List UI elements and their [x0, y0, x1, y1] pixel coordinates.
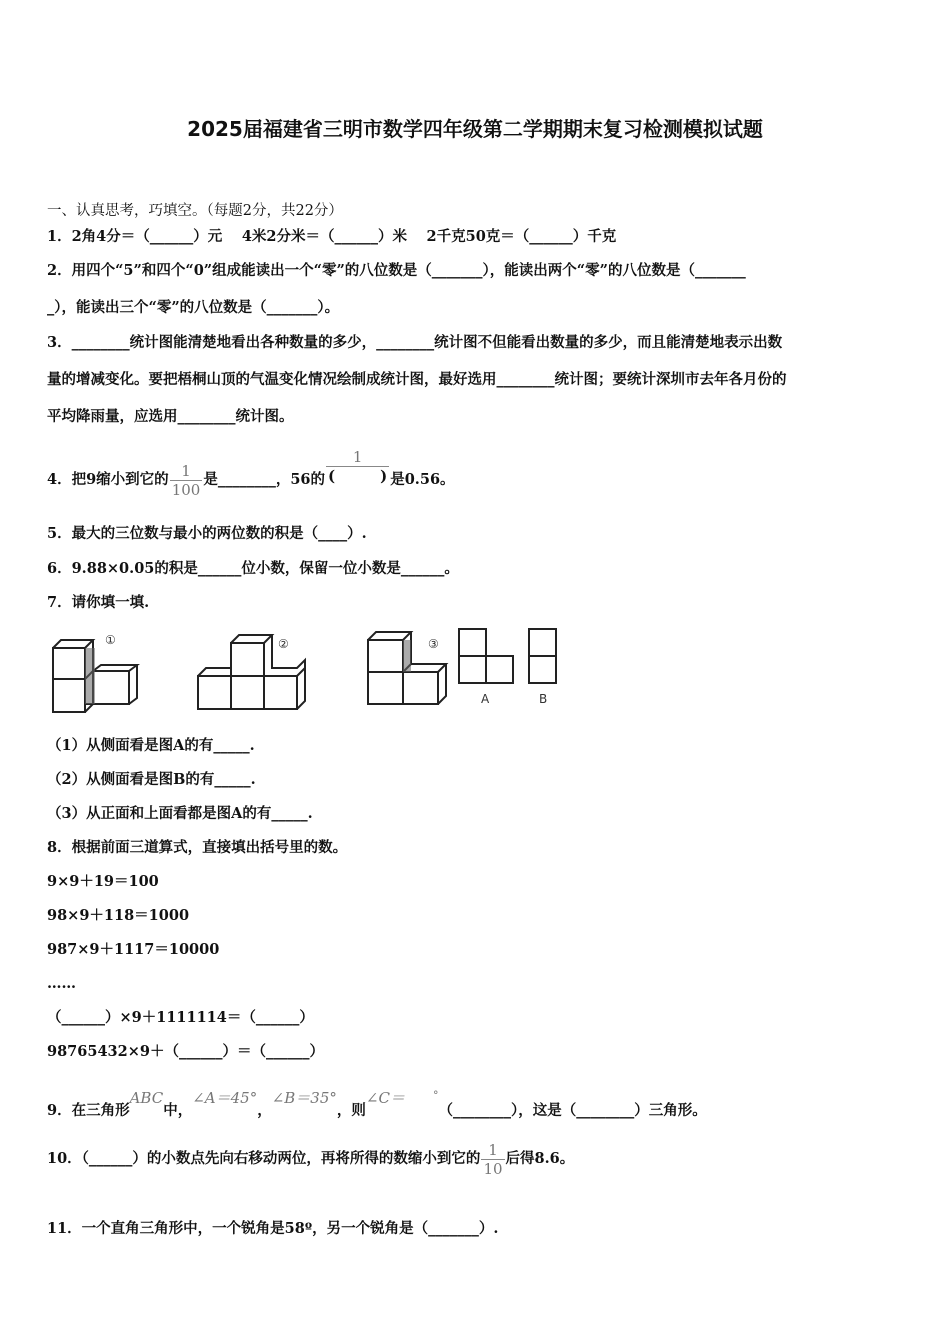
q10-text-1: 10．（______）的小数点先向右移动两位，再将所得的数缩小到它的: [47, 1150, 481, 1167]
figure-label-3: ③: [428, 637, 439, 651]
cube-figure-1: [53, 640, 137, 712]
question-3-line-1: 3．________统计图能清楚地看出各种数量的多少，________统计图不但能看出数量的多少，而且能清楚地表示出数: [47, 334, 783, 351]
q10-text-2: 后得8.6。: [505, 1150, 575, 1167]
frac-num: 1: [181, 461, 191, 480]
frac-den: 10: [483, 1159, 503, 1178]
frac-den: ( ): [328, 467, 388, 485]
question-8-eq-2: 98×9＋118＝1000: [47, 907, 190, 924]
fraction-1-blank: [326, 448, 389, 485]
question-10: [47, 1139, 574, 1179]
question-7-sub-2: （2）从侧面看是图B的有_____.: [47, 771, 256, 788]
q9-text-3: ，则: [336, 1102, 366, 1119]
question-8-eq-1: 9×9＋19＝100: [47, 873, 159, 890]
page-title: 2025届福建省三明市数学四年级第二学期期末复习检测模拟试题: [187, 117, 763, 141]
question-3-line-2: 量的增减变化。要把梧桐山顶的气温变化情况绘制成统计图，最好选用________统计图；要统计深圳市去年各月份的: [47, 371, 787, 388]
question-7-sub-1: （1）从侧面看是图A的有_____.: [47, 737, 255, 754]
figure-label-2: ②: [278, 637, 289, 651]
frac-num: 1: [488, 1140, 498, 1159]
question-8-dots: ……: [47, 975, 76, 992]
q9-text-2: 中，: [163, 1102, 193, 1119]
q9-comma: ，: [257, 1102, 272, 1119]
question-9: [47, 1076, 707, 1131]
figure-label-1: ①: [105, 633, 116, 647]
question-4: [47, 448, 455, 499]
question-8-stem: 8．根据前面三道算式，直接填出括号里的数。: [47, 839, 348, 856]
q9-text-4: （________），这是（________）三角形。: [438, 1102, 707, 1119]
question-6: 6．9.88×0.05的积是______位小数，保留一位小数是______。: [47, 560, 459, 577]
q9-degree: °: [432, 1089, 439, 1102]
cube-views-figure: [45, 624, 565, 719]
q9-angle-b: ∠B＝35°: [271, 1089, 337, 1107]
view-label-a: A: [481, 692, 490, 706]
question-7-stem: 7．请你填一填.: [47, 594, 150, 611]
question-1: 1．2角4分＝（______）元 4米2分米＝（______）米 2千克50克＝（______）千克: [47, 228, 617, 245]
q4-text-1: 4．把9缩小到它的: [47, 471, 169, 488]
question-2-line-2: _），能读出三个“零”的八位数是（_______）。: [47, 299, 340, 316]
fraction-1-10: [481, 1141, 504, 1178]
q4-text-2: 是________，56的: [203, 471, 326, 488]
question-8-eq-4: （______）×9＋1111114＝（______）: [47, 1009, 314, 1026]
question-8-eq-5: 98765432×9＋（______）＝（______）: [47, 1043, 324, 1060]
question-3-line-3: 平均降雨量，应选用________统计图。: [47, 408, 294, 425]
question-11: 11．一个直角三角形中，一个锐角是58º，另一个锐角是（_______）.: [47, 1220, 499, 1237]
fraction-1-100: [170, 462, 203, 499]
frac-num: 1: [352, 448, 363, 466]
q9-angle-a: ∠A＝45°: [192, 1089, 258, 1107]
view-label-b: B: [539, 692, 548, 706]
view-a: [459, 629, 513, 683]
q4-text-3: 是0.56。: [390, 471, 455, 488]
section-heading: 一、认真思考，巧填空。（每题2分，共22分）: [47, 203, 343, 219]
question-2-line-1: 2．用四个“5”和四个“0”组成能读出一个“零”的八位数是（_______），能读出两个“零”的八位数是（_______: [47, 262, 746, 279]
q9-text-1: 9．在三角形: [47, 1102, 130, 1119]
question-7-sub-3: （3）从正面和上面看都是图A的有_____.: [47, 805, 313, 822]
question-8-eq-3: 987×9＋1117＝10000: [47, 941, 220, 958]
view-b: [529, 629, 556, 683]
q9-angle-c: ∠C＝: [365, 1089, 405, 1107]
q9-triangle-name: ABC: [129, 1089, 164, 1107]
frac-den: 100: [171, 480, 201, 499]
question-5: 5．最大的三位数与最小的两位数的积是（____）.: [47, 525, 367, 542]
cube-figure-2: [198, 635, 305, 709]
